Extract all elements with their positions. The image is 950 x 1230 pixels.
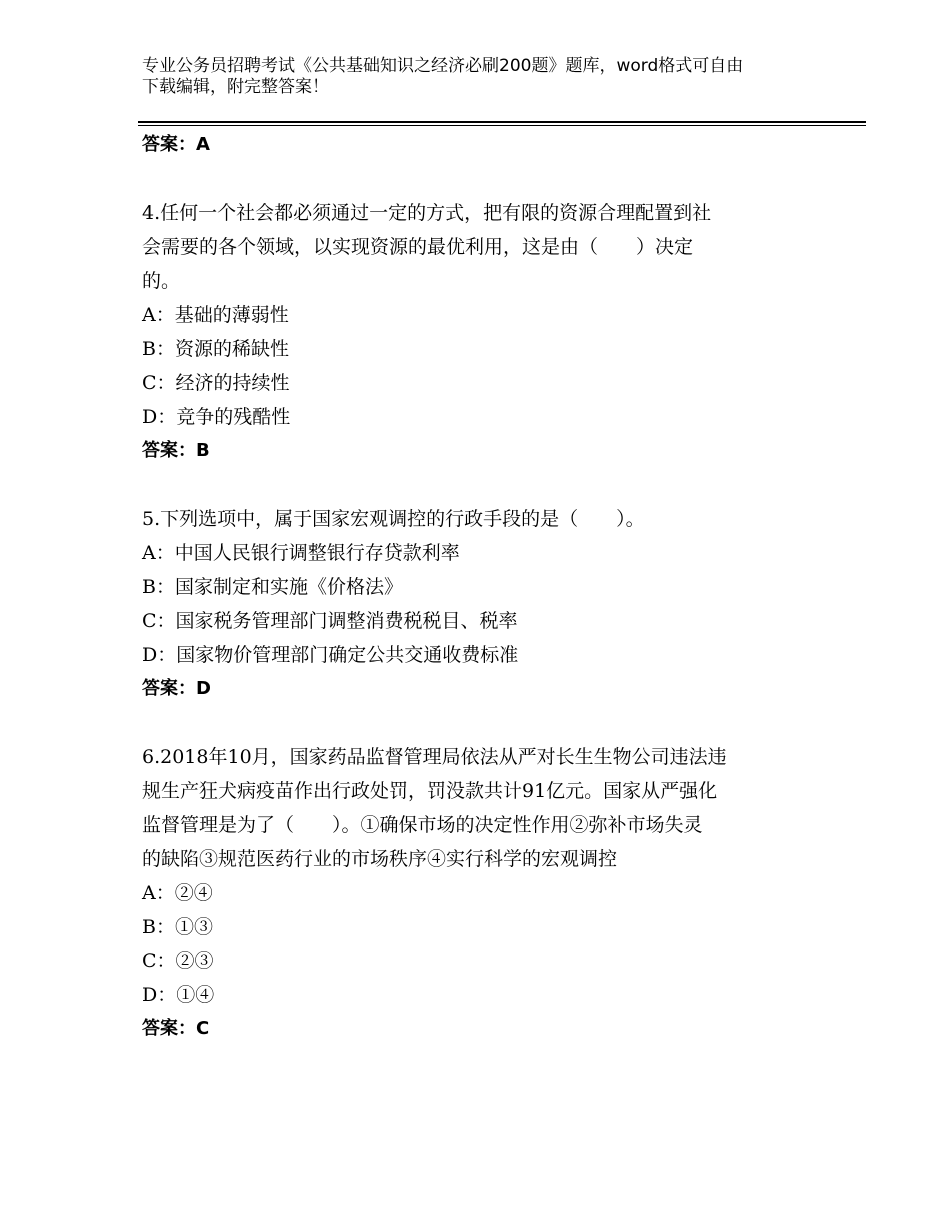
question-stem-line: 6.2018年10月，国家药品监督管理局依法从严对长生生物公司违法违 — [142, 746, 727, 768]
question-stem-line: 的缺陷③规范医药行业的市场秩序④实行科学的宏观调控 — [142, 848, 618, 870]
question-5 — [142, 502, 812, 706]
option-c: C：国家税务管理部门调整消费税税目、税率 — [142, 610, 518, 632]
question-stem-line: 5.下列选项中，属于国家宏观调控的行政手段的是（ ）。 — [142, 508, 645, 530]
question-6 — [142, 740, 812, 1046]
option-a: A：基础的薄弱性 — [142, 304, 289, 326]
page-header — [142, 56, 842, 98]
option-a: A：②④ — [142, 882, 213, 904]
option-b: B：国家制定和实施《价格法》 — [142, 576, 403, 598]
question-stem-line: 会需要的各个领域，以实现资源的最优利用，这是由（ ）决定 — [142, 236, 694, 258]
answer-label: 答案：D — [142, 678, 211, 699]
header-line-1: 专业公务员招聘考试《公共基础知识之经济必刷200题》题库，word格式可自由 — [142, 56, 744, 76]
question-stem-line: 监督管理是为了（ ）。①确保市场的决定性作用②弥补市场失灵 — [142, 814, 703, 836]
question-stem-line: 规生产狂犬病疫苗作出行政处罚，罚没款共计91亿元。国家从严强化 — [142, 780, 718, 802]
header-divider — [138, 121, 866, 126]
spacer — [142, 706, 812, 740]
header-line-2: 下载编辑，附完整答案！ — [142, 77, 329, 97]
answer-label: 答案：C — [142, 1018, 210, 1039]
question-4 — [142, 196, 812, 468]
question-stem-line: 的。 — [142, 270, 181, 292]
option-d: D：①④ — [142, 984, 215, 1006]
question-content — [142, 128, 812, 1046]
spacer — [142, 162, 812, 196]
answer-label: 答案：B — [142, 440, 210, 461]
option-d: D：竞争的残酷性 — [142, 406, 291, 428]
option-b: B：①③ — [142, 916, 213, 938]
option-b: B：资源的稀缺性 — [142, 338, 289, 360]
question-stem-line: 4.任何一个社会都必须通过一定的方式，把有限的资源合理配置到社 — [142, 202, 712, 224]
option-a: A：中国人民银行调整银行存贷款利率 — [142, 542, 460, 564]
option-d: D：国家物价管理部门确定公共交通收费标准 — [142, 644, 519, 666]
option-c: C：②③ — [142, 950, 214, 972]
spacer — [142, 468, 812, 502]
previous-answer: 答案：A — [142, 134, 210, 155]
option-c: C：经济的持续性 — [142, 372, 290, 394]
